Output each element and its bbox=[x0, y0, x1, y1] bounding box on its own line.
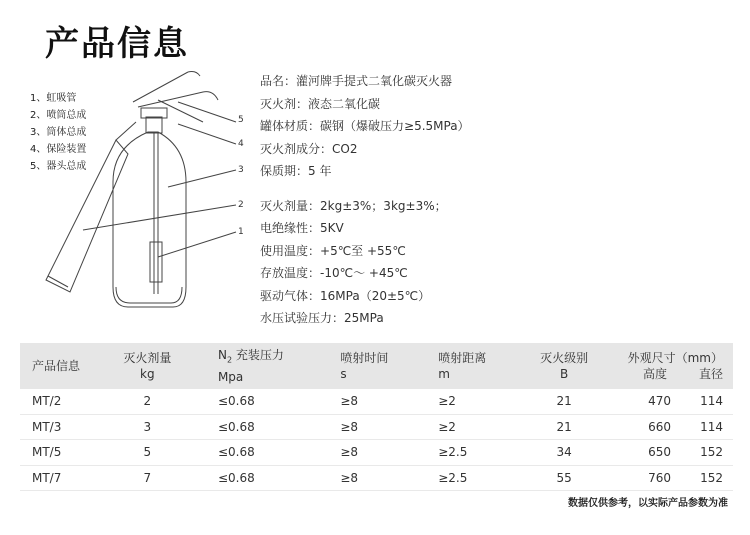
spec-row: 罐体材质：碳钢（爆破压力≥5.5MPa） bbox=[260, 119, 470, 133]
header-time: 喷射时间 s bbox=[340, 351, 389, 381]
spec-row: 存放温度：-10℃～ +45℃ bbox=[260, 266, 408, 280]
legend-item: 5、器头总成 bbox=[30, 161, 87, 172]
diagram-number: 1 bbox=[238, 227, 244, 237]
valve-handle bbox=[133, 72, 218, 122]
legend-item: 4、保险装置 bbox=[30, 144, 87, 155]
footnote: 数据仅供参考，以实际产品参数为准 bbox=[568, 498, 728, 509]
header-diameter: 直径 bbox=[698, 367, 723, 381]
spec-row: 水压试验压力：25MPa bbox=[260, 311, 384, 325]
spec-table bbox=[20, 343, 733, 491]
header-dimensions: 外观尺寸（mm） 高度 直径 bbox=[627, 351, 723, 381]
spec-table-wrapper bbox=[20, 343, 733, 491]
extinguisher-diagram bbox=[28, 62, 258, 322]
header-model: 产品信息 bbox=[32, 359, 81, 373]
spec-row: 灭火剂：液态二氧化碳 bbox=[260, 96, 381, 111]
legend-item: 2、喷筒总成 bbox=[30, 110, 87, 121]
valve-neck bbox=[146, 117, 162, 133]
header-height: 高度 bbox=[643, 367, 668, 381]
diagram-number: 5 bbox=[238, 115, 244, 125]
legend-item: 3、筒体总成 bbox=[30, 127, 87, 138]
table-row: MT/7 7 ≤0.68 ≥8 ≥2.5 55 760 152 bbox=[20, 465, 733, 491]
header-pressure: $N_2$ 充装压力 Mpa bbox=[217, 348, 284, 384]
spec-row: 电绝缘性：5KV bbox=[260, 221, 344, 235]
header-qty: 灭火剂量 kg bbox=[123, 351, 172, 381]
spec-row: 品名：灌河牌手提式二氧化碳灭火器 bbox=[260, 74, 453, 88]
diagram-number: 4 bbox=[238, 139, 244, 149]
page-title: 产品信息 bbox=[45, 24, 189, 64]
table-header-row bbox=[20, 343, 733, 389]
table-row: MT/5 5 ≤0.68 ≥8 ≥2.5 34 650 152 bbox=[20, 440, 733, 466]
spec-row: 灭火剂量：2kg±3%；3kg±3%； bbox=[260, 198, 447, 213]
table-row: MT/2 2 ≤0.68 ≥8 ≥2 21 470 114 bbox=[20, 389, 733, 414]
diagram-number: 3 bbox=[238, 165, 244, 175]
diagram-number: 2 bbox=[238, 200, 244, 210]
discharge-horn bbox=[46, 122, 136, 292]
spec-list bbox=[260, 70, 470, 330]
header-distance: 喷射距离 m bbox=[438, 351, 487, 381]
legend-item: 1、虹吸管 bbox=[30, 93, 77, 104]
spec-row: 灭火剂成分：CO2 bbox=[260, 141, 358, 156]
spec-row: 使用温度：+5℃至 +55℃ bbox=[260, 243, 406, 258]
spec-row: 驱动气体：16MPa（20±5℃） bbox=[260, 288, 431, 303]
spec-row: 保质期：5 年 bbox=[260, 164, 332, 178]
table-row: MT/3 3 ≤0.68 ≥8 ≥2 21 660 114 bbox=[20, 414, 733, 440]
header-level: 灭火级别 B bbox=[540, 351, 589, 381]
